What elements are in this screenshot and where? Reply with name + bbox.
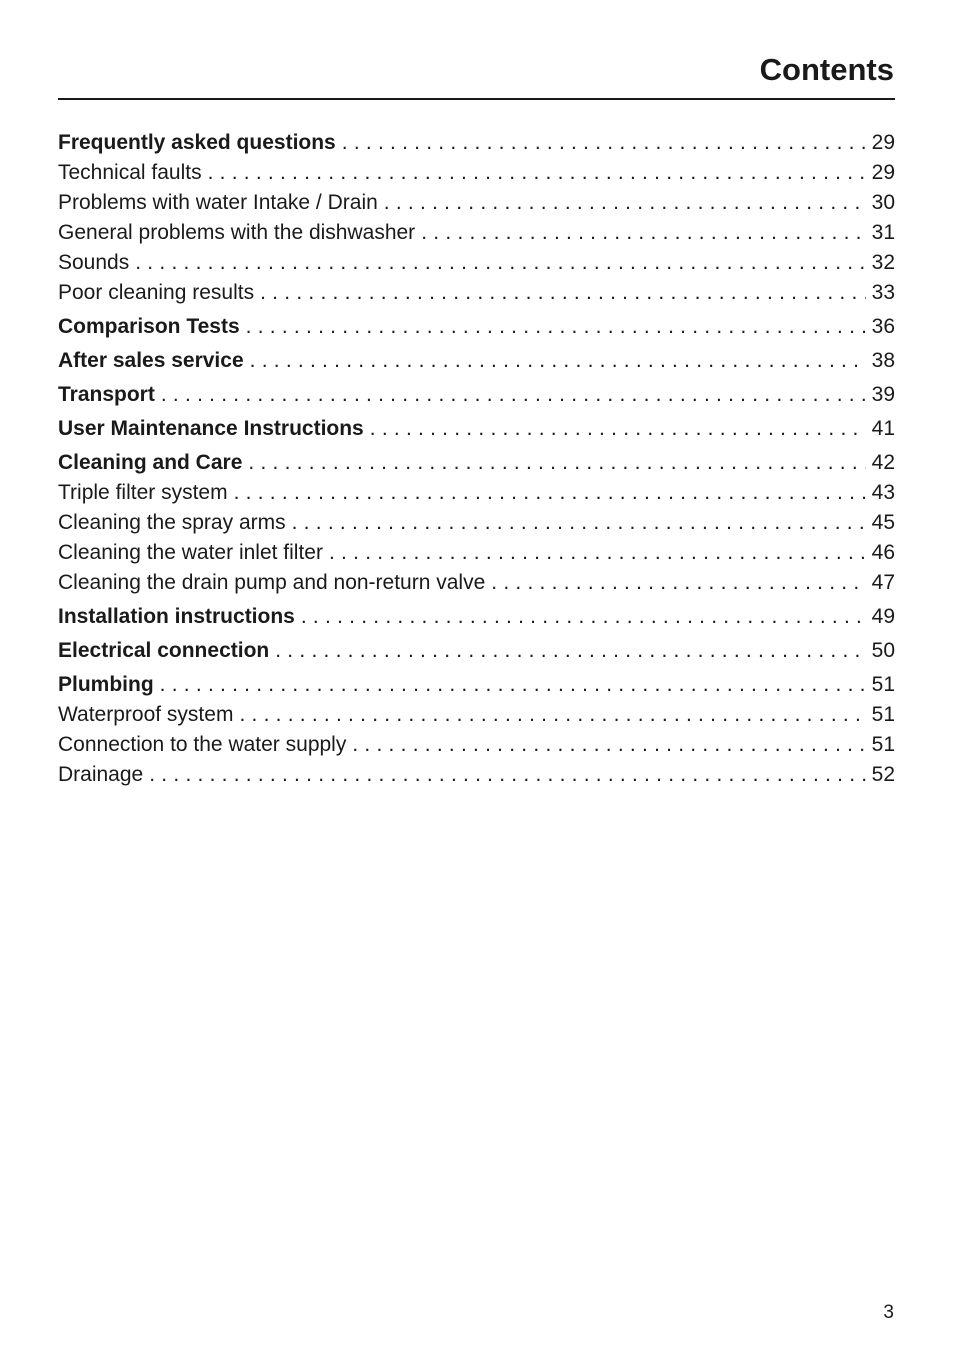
toc-entry-page: 43 (871, 481, 895, 504)
toc-entry[interactable] (58, 700, 895, 730)
toc-entry[interactable] (58, 760, 895, 790)
toc-dot-leader (342, 128, 866, 158)
toc-entry-page: 29 (871, 131, 895, 154)
toc-entry[interactable] (58, 568, 895, 598)
toc-entry-label: Cleaning the water inlet filter (58, 541, 323, 564)
toc-entry-label: Triple filter system (58, 481, 228, 504)
toc-dot-leader (384, 188, 866, 218)
toc-entry[interactable] (58, 218, 895, 248)
toc-entry-page: 33 (871, 281, 895, 304)
toc-entry[interactable] (58, 730, 895, 760)
toc-entry-page: 51 (871, 733, 895, 756)
title-divider (58, 98, 895, 100)
toc-entry-label: After sales service (58, 349, 244, 372)
toc-entry[interactable] (58, 278, 895, 308)
toc-entry-label: Drainage (58, 763, 144, 786)
toc-entry[interactable] (58, 538, 895, 568)
toc-dot-leader (246, 312, 866, 342)
toc-entry-page: 51 (871, 703, 895, 726)
toc-entry[interactable] (58, 448, 895, 478)
toc-entry[interactable] (58, 602, 895, 632)
toc-entry-page: 36 (871, 315, 895, 338)
toc-dot-leader (234, 478, 866, 508)
toc-entry[interactable] (58, 158, 895, 188)
toc-entry-page: 50 (871, 639, 895, 662)
toc-dot-leader (301, 602, 866, 632)
toc-entry[interactable] (58, 248, 895, 278)
toc-entry-page: 41 (871, 417, 895, 440)
toc-entry-label: Comparison Tests (58, 315, 240, 338)
toc-entry-label: Problems with water Intake / Drain (58, 191, 378, 214)
page-number: 3 (883, 1302, 894, 1323)
toc-entry-label: Transport (58, 383, 155, 406)
toc-entry-label: Cleaning the drain pump and non-return valve (58, 571, 486, 594)
toc-entry[interactable] (58, 128, 895, 158)
toc-dot-leader (239, 700, 865, 730)
toc-entry[interactable] (58, 670, 895, 700)
toc-entry-label: Installation instructions (58, 605, 295, 628)
toc-entry-label: Electrical connection (58, 639, 270, 662)
toc-dot-leader (421, 218, 865, 248)
toc-dot-leader (370, 414, 866, 444)
toc-entry[interactable] (58, 346, 895, 376)
toc-entry-page: 52 (871, 763, 895, 786)
toc-entry-page: 32 (871, 251, 895, 274)
toc-dot-leader (275, 636, 865, 666)
toc-dot-leader (160, 670, 866, 700)
toc-entry-page: 42 (871, 451, 895, 474)
toc-entry-page: 39 (871, 383, 895, 406)
toc-entry-label: Connection to the water supply (58, 733, 347, 756)
toc-entry-page: 49 (871, 605, 895, 628)
toc-dot-leader (491, 568, 865, 598)
toc-entry-page: 31 (871, 221, 895, 244)
table-of-contents (58, 128, 895, 790)
toc-entry-page: 46 (871, 541, 895, 564)
toc-entry[interactable] (58, 508, 895, 538)
toc-dot-leader (260, 278, 866, 308)
toc-entry-label: Technical faults (58, 161, 202, 184)
toc-dot-leader (208, 158, 866, 188)
toc-dot-leader (329, 538, 866, 568)
toc-dot-leader (161, 380, 866, 410)
toc-entry[interactable] (58, 478, 895, 508)
toc-dot-leader (248, 448, 865, 478)
toc-entry-page: 38 (871, 349, 895, 372)
toc-entry-label: User Maintenance Instructions (58, 417, 364, 440)
toc-dot-leader (292, 508, 866, 538)
toc-entry-label: General problems with the dishwasher (58, 221, 416, 244)
toc-entry[interactable] (58, 188, 895, 218)
toc-entry-label: Poor cleaning results (58, 281, 255, 304)
toc-entry-label: Waterproof system (58, 703, 234, 726)
toc-dot-leader (250, 346, 866, 376)
toc-entry-label: Plumbing (58, 673, 154, 696)
toc-entry-label: Cleaning and Care (58, 451, 243, 474)
page-title: Contents (759, 52, 894, 87)
toc-dot-leader (149, 760, 865, 790)
toc-entry[interactable] (58, 312, 895, 342)
toc-entry-page: 45 (871, 511, 895, 534)
toc-dot-leader (135, 248, 865, 278)
toc-dot-leader (352, 730, 865, 760)
toc-entry-label: Frequently asked questions (58, 131, 336, 154)
toc-entry[interactable] (58, 636, 895, 666)
toc-entry-page: 51 (871, 673, 895, 696)
toc-entry-label: Sounds (58, 251, 130, 274)
toc-entry-page: 29 (871, 161, 895, 184)
toc-entry[interactable] (58, 414, 895, 444)
toc-entry[interactable] (58, 380, 895, 410)
toc-entry-page: 30 (871, 191, 895, 214)
toc-entry-label: Cleaning the spray arms (58, 511, 286, 534)
toc-entry-page: 47 (871, 571, 895, 594)
